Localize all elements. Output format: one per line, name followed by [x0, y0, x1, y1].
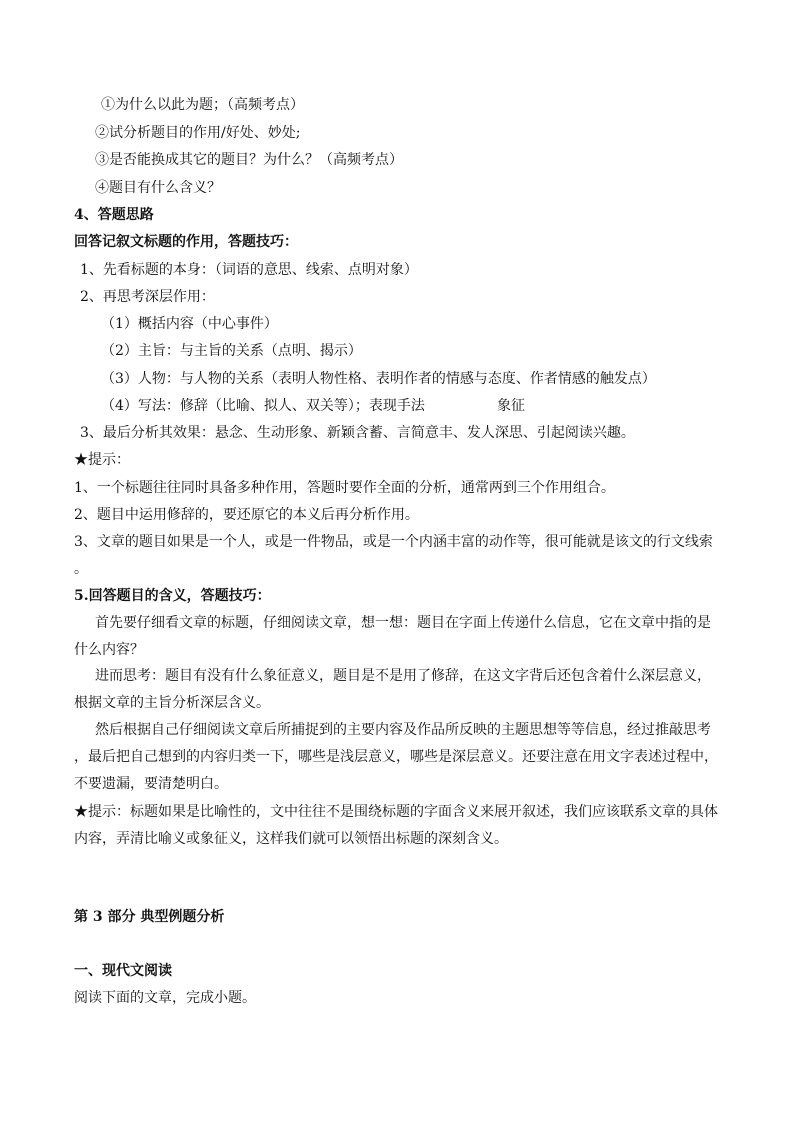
- sub-item-1: （1）概括内容（中心事件）: [101, 316, 278, 332]
- para-2-line-1: 进而思考：题目有没有什么象征意义，题目是不是用了修辞，在这文字背后还包含着什么深层意义，: [95, 668, 711, 684]
- question-3: ③是否能换成其它的题目？为什么？（高频考点）: [95, 152, 403, 168]
- question-4: ④题目有什么含义？: [95, 180, 221, 196]
- instruction: 阅读下面的文章，完成小题。: [74, 990, 256, 1006]
- para-2-line-2: 根据文章的主旨分析深层含义。: [74, 695, 270, 711]
- tip-2-line-1: ★提示：标题如果是比喻性的，文中往往不是围绕标题的字面含义来展开叙述，我们应该联系文章的具体: [74, 804, 718, 820]
- sub-item-2: （2）主旨：与主旨的关系（点明、揭示）: [101, 343, 362, 359]
- tip-1: 1、一个标题往往同时具备多种作用，答题时要作全面的分析，通常两到三个作用组合。: [74, 480, 615, 496]
- para-3-line-3: 不要遗漏，要清楚明白。: [74, 776, 228, 792]
- part-3-heading: 第 3 部分 典型例题分析: [74, 909, 225, 925]
- section-1-heading: 一、现代文阅读: [74, 963, 172, 979]
- para-3-line-1: 然后根据自己仔细阅读文章后所捕捉到的主要内容及作品所反映的主题思想等等信息，经过推敲思考: [95, 722, 711, 738]
- question-2: ②试分析题目的作用/好处、妙处;: [95, 125, 301, 141]
- tip-2-line-2: 内容，弄清比喻义或象征义，这样我们就可以领悟出标题的深刻含义。: [74, 831, 508, 847]
- para-1-line-1: 首先要仔细看文章的标题，仔细阅读文章，想一想：题目在字面上传递什么信息，它在文章中指的是: [95, 615, 711, 631]
- section-4-subheading: 回答记叙文标题的作用，答题技巧：: [74, 234, 298, 250]
- tip-heading: ★提示：: [74, 452, 130, 468]
- section-4-heading: 4、答题思路: [74, 207, 154, 223]
- tip-3: 3、文章的题目如果是一个人，或是一件物品，或是一个内涵丰富的动作等，很可能就是该文的行文线索: [74, 534, 713, 550]
- question-1: ①为什么以此为题；（高频考点）: [101, 97, 304, 113]
- tip-2: 2、题目中运用修辞的，要还原它的本义后再分析作用。: [74, 507, 419, 523]
- sub-item-3: （3）人物：与人物的关系（表明人物性格、表明作者的情感与态度、作者情感的触发点）: [101, 371, 656, 387]
- sub-item-4: （4）写法：修辞（比喻、拟人、双关等）；表现手法: [101, 398, 425, 414]
- tip-3-cont: 。: [74, 561, 88, 577]
- section-5-heading: 5.回答题目的含义，答题技巧：: [74, 588, 271, 604]
- step-2: 2、再思考深层作用：: [80, 289, 215, 305]
- step-1: 1、先看标题的本身：（词语的意思、线索、点明对象）: [80, 262, 418, 278]
- sub-item-4-symbol: 象征: [497, 398, 525, 414]
- step-3: 3、最后分析其效果：悬念、生动形象、新颖含蓄、言简意丰、发人深思、引起阅读兴趣。: [80, 425, 635, 441]
- para-3-line-2: ，最后把自己想到的内容归类一下，哪些是浅层意义，哪些是深层意义。还要注意在用文字表述过程中，: [74, 749, 718, 765]
- para-1-line-2: 什么内容？: [74, 642, 144, 658]
